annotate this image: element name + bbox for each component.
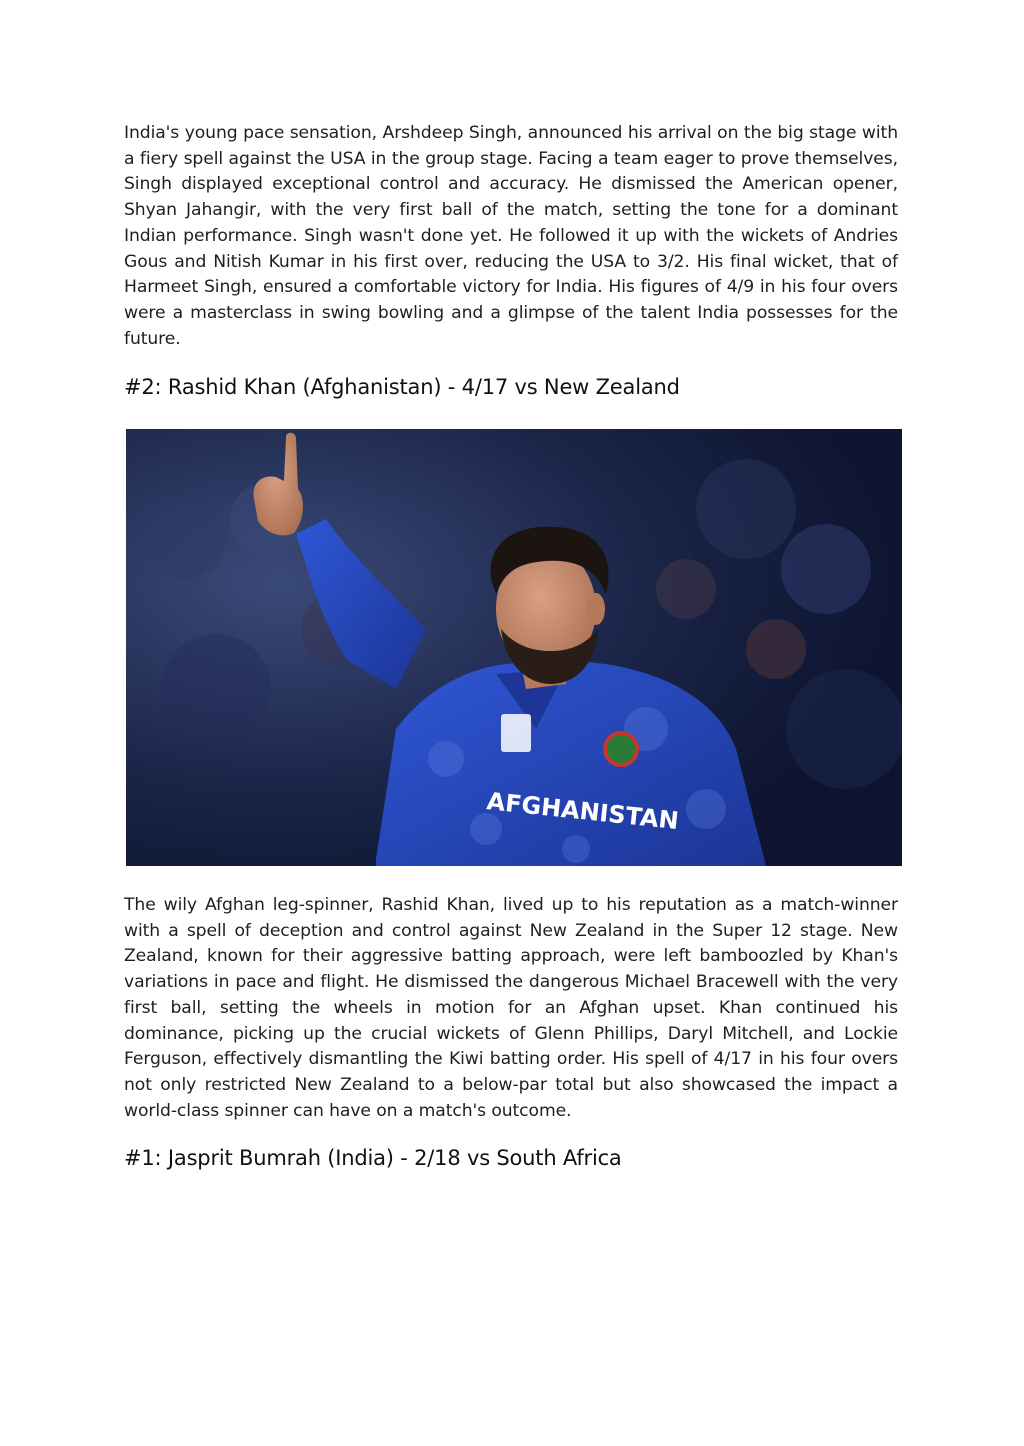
article-page — [124, 0, 898, 1446]
tournament-logo — [501, 714, 531, 752]
team-crest — [605, 733, 637, 765]
ear — [587, 593, 605, 625]
rashid-khan-photo — [126, 429, 902, 866]
jersey-lettering: AFGHANISTAN — [485, 787, 681, 836]
heading-jasprit-bumrah: #1: Jasprit Bumrah (India) - 2/18 vs South Africa — [124, 1146, 622, 1170]
rashid-khan-illustration — [126, 429, 902, 866]
paragraph-arshdeep-singh: India's young pace sensation, Arshdeep Singh, announced his arrival on the big stage with a fiery spell against the USA in the group stage. Facing a team eager to prove themselves, Singh displayed exceptional control and accuracy. He dismissed the American opener, Shyan Jahangir, with the very first ball of the match, setting the tone for a dominant Indian performance. Singh wasn't done yet. He followed it up with the wickets of Andries Gous and Nitish Kumar in his first over, reducing the USA to 3/2. His final wicket, that of Harmeet Singh, ensured a comfortable victory for India. His figures of 4/9 in his four overs were a masterclass in swing bowling and a glimpse of the talent India possesses for the future. — [124, 123, 898, 349]
paragraph-rashid-khan: The wily Afghan leg-spinner, Rashid Khan, lived up to his reputation as a match-winner with a spell of deception and control against New Zealand in the Super 12 stage. New Zealand, known for their aggressive batting approach, were left bamboozled by Khan's variations in pace and flight. He dismissed the dangerous Michael Bracewell with the very first ball, setting the wheels in motion for an Afghan upset. Khan continued his dominance, picking up the crucial wickets of Glenn Phillips, Daryl Mitchell, and Lockie Ferguson, effectively dismantling the Kiwi batting order. His spell of 4/17 in his four overs not only restricted New Zealand to a below-par total but also showcased the impact a world-class spinner can have on a match's outcome. — [124, 895, 898, 1121]
heading-rashid-khan: #2: Rashid Khan (Afghanistan) - 4/17 vs New Zealand — [124, 375, 680, 399]
